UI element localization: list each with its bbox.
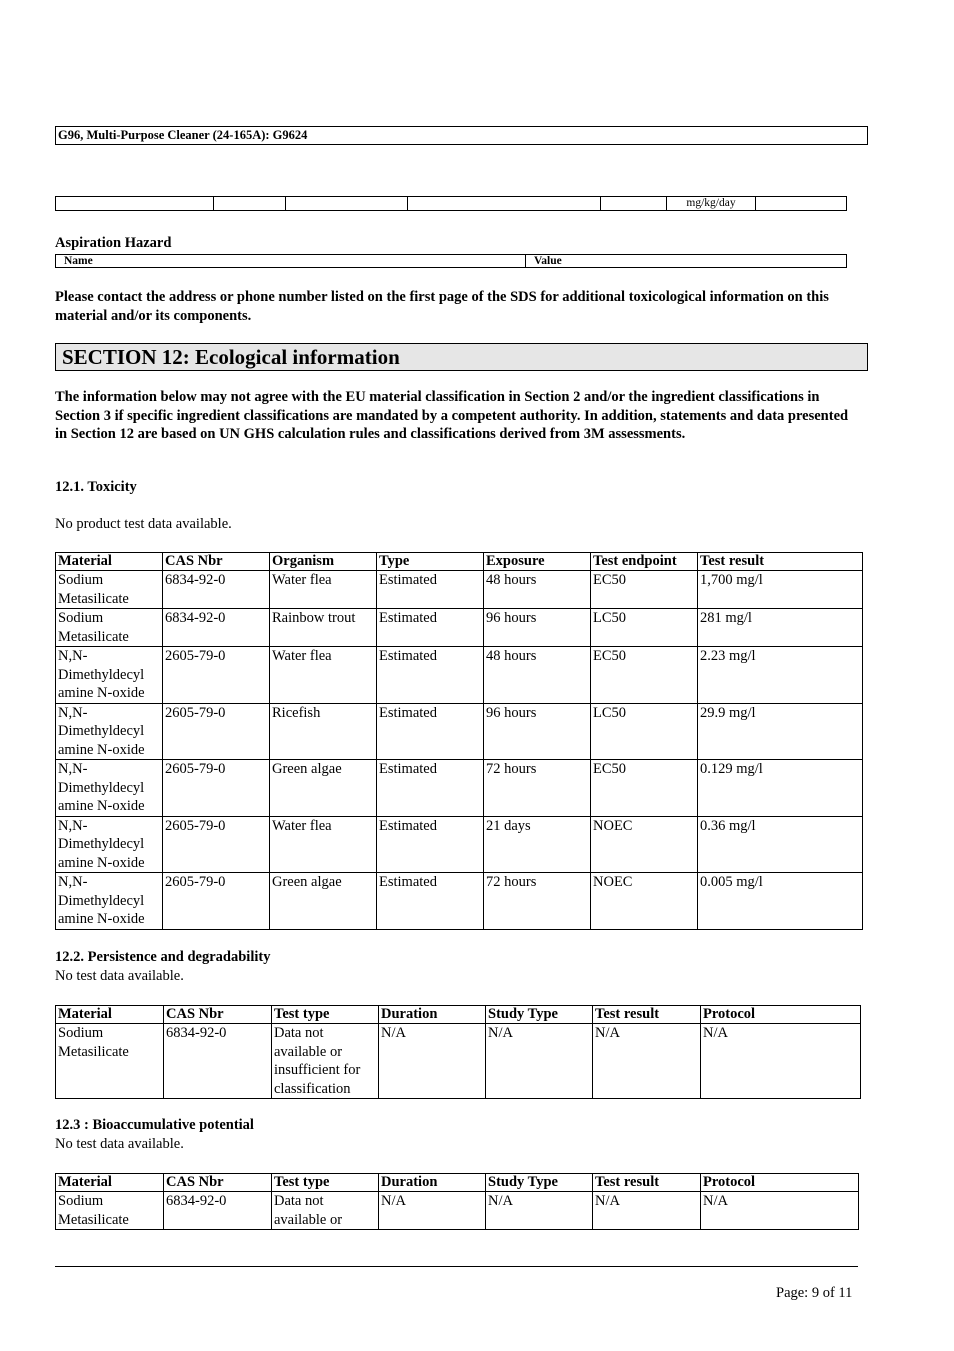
column-header: Exposure <box>484 553 591 571</box>
column-header-name: Name <box>56 255 526 268</box>
table-cell: 2605-79-0 <box>163 816 270 873</box>
table-cell: 0.005 mg/l <box>698 873 863 930</box>
table-cell: EC50 <box>591 760 698 817</box>
column-header: Study Type <box>486 1006 593 1024</box>
table-cell: N,N-Dimethyldecyl amine N-oxide <box>56 760 163 817</box>
table-cell: Data not available or insufficient for classification <box>272 1024 379 1099</box>
bioaccumulative-table <box>55 1173 859 1230</box>
table-cell: Estimated <box>377 816 484 873</box>
table-cell: Sodium Metasilicate <box>56 1192 164 1230</box>
table-cell <box>214 197 286 211</box>
section-title: SECTION 12: Ecological information <box>55 343 868 371</box>
section-intro: The information below may not agree with the EU material classification in Section 2 and/or the ingredient classifications in Section 3 if specific ingredient classifications are mandated by a competent authority. In addition, statements and data presented in Section 12 are based on UN GHS calculation rules and classifications derived from 3M assessments. <box>55 389 849 442</box>
table-cell: N/A <box>593 1024 701 1099</box>
table-header-row <box>56 553 863 571</box>
column-header: Material <box>56 553 163 571</box>
column-header: Test type <box>272 1006 379 1024</box>
table-row <box>56 1192 859 1230</box>
table-cell: Sodium Metasilicate <box>56 1024 164 1099</box>
footer-divider <box>55 1266 858 1267</box>
table-cell: EC50 <box>591 571 698 609</box>
table-cell <box>56 197 214 211</box>
column-header: Duration <box>379 1174 486 1192</box>
table-cell: 21 days <box>484 816 591 873</box>
table-row <box>56 703 863 760</box>
unit-cell: mg/kg/day <box>667 197 756 211</box>
table-row <box>56 609 863 647</box>
column-header: Duration <box>379 1006 486 1024</box>
column-header: Test type <box>272 1174 379 1192</box>
table-cell: N/A <box>486 1024 593 1099</box>
page-number: Page: 9 of 11 <box>776 1285 853 1301</box>
persistence-heading: 12.2. Persistence and degradability <box>55 949 271 965</box>
table-row <box>56 647 863 704</box>
table-cell: Water flea <box>270 816 377 873</box>
table-cell: 1,700 mg/l <box>698 571 863 609</box>
column-header: CAS Nbr <box>164 1006 272 1024</box>
column-header: Protocol <box>701 1174 859 1192</box>
table-cell: N,N-Dimethyldecyl amine N-oxide <box>56 873 163 930</box>
table-cell: Estimated <box>377 647 484 704</box>
table-cell: N/A <box>701 1024 861 1099</box>
toxicity-note: No product test data available. <box>55 516 232 532</box>
table-cell: N/A <box>701 1192 859 1230</box>
table-row <box>56 760 863 817</box>
table-cell: Sodium Metasilicate <box>56 609 163 647</box>
contact-note: Please contact the address or phone number listed on the first page of the SDS for additional toxicological information on this material and/or its components. <box>55 289 829 324</box>
column-header: Test endpoint <box>591 553 698 571</box>
table-cell: N/A <box>379 1192 486 1230</box>
table-cell <box>286 197 408 211</box>
table-cell: Water flea <box>270 647 377 704</box>
column-header: Type <box>377 553 484 571</box>
table-cell: 96 hours <box>484 703 591 760</box>
table-cell: Estimated <box>377 571 484 609</box>
table-cell: Estimated <box>377 873 484 930</box>
aspiration-heading: Aspiration Hazard <box>55 235 172 251</box>
column-header: CAS Nbr <box>163 553 270 571</box>
column-header: CAS Nbr <box>164 1174 272 1192</box>
table-cell: N,N-Dimethyldecyl amine N-oxide <box>56 647 163 704</box>
table-cell: Water flea <box>270 571 377 609</box>
column-header: Test result <box>698 553 863 571</box>
table-cell <box>601 197 667 211</box>
table-cell: NOEC <box>591 816 698 873</box>
column-header: Protocol <box>701 1006 861 1024</box>
table-cell: 2605-79-0 <box>163 647 270 704</box>
table-cell: N/A <box>379 1024 486 1099</box>
table-cell: 96 hours <box>484 609 591 647</box>
column-header: Test result <box>593 1006 701 1024</box>
table-row <box>56 816 863 873</box>
column-header: Study Type <box>486 1174 593 1192</box>
table-cell: Estimated <box>377 703 484 760</box>
toxicity-heading: 12.1. Toxicity <box>55 479 137 495</box>
table-row <box>56 873 863 930</box>
table-cell: Green algae <box>270 873 377 930</box>
table-cell: 72 hours <box>484 760 591 817</box>
table-row <box>56 1024 861 1099</box>
table-cell: N/A <box>593 1192 701 1230</box>
table-cell: Green algae <box>270 760 377 817</box>
table-cell: 281 mg/l <box>698 609 863 647</box>
table-cell: 48 hours <box>484 647 591 704</box>
toxicity-table <box>55 552 863 930</box>
table-cell: 6834-92-0 <box>163 609 270 647</box>
table-cell: N,N-Dimethyldecyl amine N-oxide <box>56 703 163 760</box>
table-cell: 72 hours <box>484 873 591 930</box>
table-cell: Rainbow trout <box>270 609 377 647</box>
table-cell <box>756 197 847 211</box>
table-cell: Estimated <box>377 760 484 817</box>
table-header-row <box>56 1174 859 1192</box>
column-header: Test result <box>593 1174 701 1192</box>
column-header: Material <box>56 1006 164 1024</box>
table-cell: 29.9 mg/l <box>698 703 863 760</box>
table-header-row <box>56 1006 861 1024</box>
table-cell: 2605-79-0 <box>163 703 270 760</box>
table-cell: 6834-92-0 <box>164 1192 272 1230</box>
document-header: G96, Multi-Purpose Cleaner (24-165A): G9624 <box>55 126 868 145</box>
table-cell: 2605-79-0 <box>163 873 270 930</box>
column-header-value: Value <box>526 255 847 268</box>
table-cell: Ricefish <box>270 703 377 760</box>
table-cell: Sodium Metasilicate <box>56 571 163 609</box>
persistence-note: No test data available. <box>55 968 184 984</box>
table-cell: 48 hours <box>484 571 591 609</box>
column-header: Material <box>56 1174 164 1192</box>
bioaccumulative-heading: 12.3 : Bioaccumulative potential <box>55 1117 254 1133</box>
table-cell: 0.36 mg/l <box>698 816 863 873</box>
table-cell: Data not available or <box>272 1192 379 1230</box>
table-cell: EC50 <box>591 647 698 704</box>
table-cell: N,N-Dimethyldecyl amine N-oxide <box>56 816 163 873</box>
persistence-table <box>55 1005 861 1099</box>
table-cell: LC50 <box>591 609 698 647</box>
table-cell: NOEC <box>591 873 698 930</box>
table-cell: LC50 <box>591 703 698 760</box>
table-cell: 6834-92-0 <box>163 571 270 609</box>
aspiration-table <box>55 254 847 268</box>
table-cell: 6834-92-0 <box>164 1024 272 1099</box>
table-row <box>56 571 863 609</box>
table-cell <box>408 197 601 211</box>
column-header: Organism <box>270 553 377 571</box>
table-cell: N/A <box>486 1192 593 1230</box>
toxicology-table-remnant <box>55 196 847 211</box>
table-cell: 0.129 mg/l <box>698 760 863 817</box>
table-cell: 2.23 mg/l <box>698 647 863 704</box>
table-cell: Estimated <box>377 609 484 647</box>
table-cell: 2605-79-0 <box>163 760 270 817</box>
bioaccumulative-note: No test data available. <box>55 1136 184 1152</box>
